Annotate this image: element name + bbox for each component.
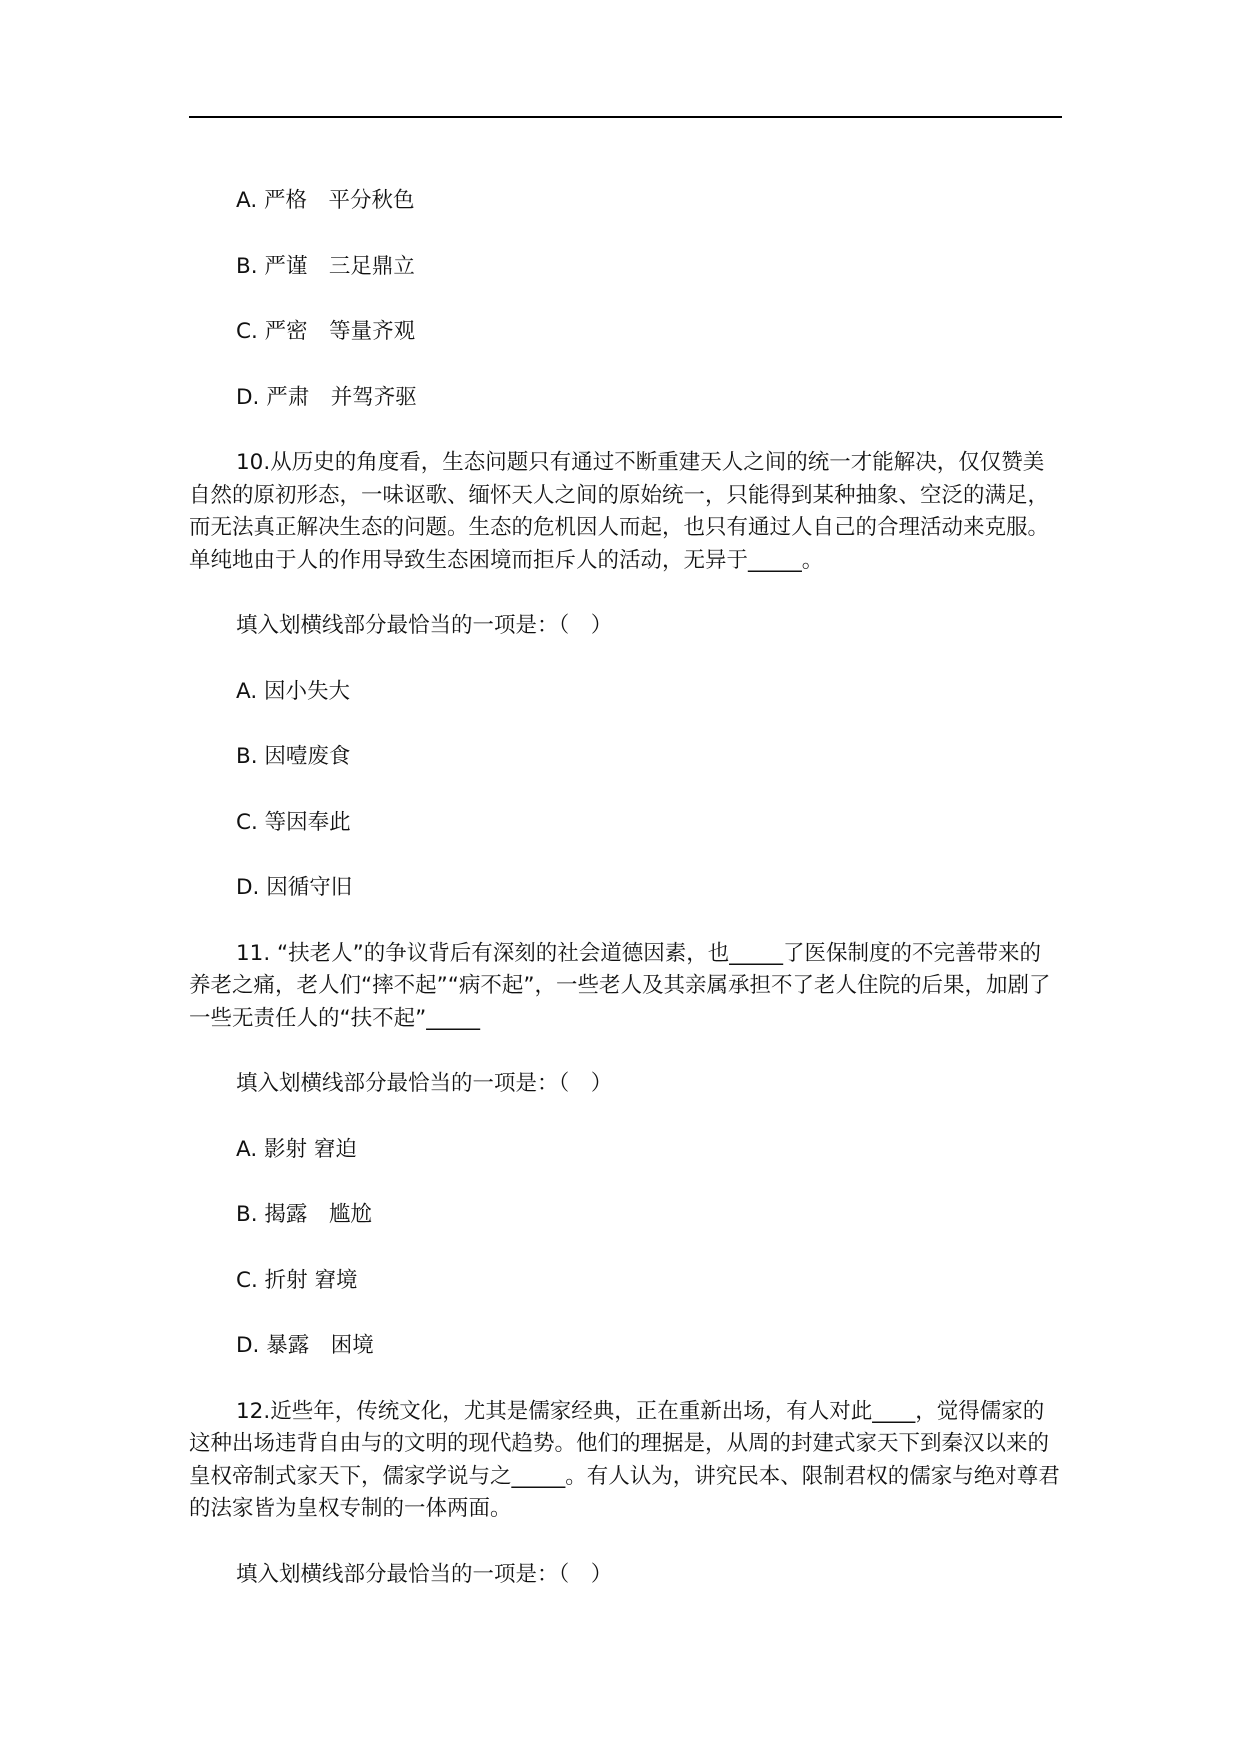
document-body [189,185,1062,1591]
q11-option-a: A. 影射 窘迫 [236,1136,357,1162]
q12-prompt: 填入划横线部分最恰当的一项是：（ ） [236,1561,613,1587]
q9-option-a: A. 严格 平分秋色 [236,188,415,213]
q10-prompt: 填入划横线部分最恰当的一项是：（ ） [236,613,613,638]
q10-option-a: A. 因小失大 [236,678,350,704]
q10-option-b: B. 因噎废食 [236,744,351,769]
q11-option-c: C. 折射 窘境 [236,1267,358,1293]
q10-stem: 10.从历史的角度看，生态问题只有通过不断重建天人之间的统一才能解决，仅仅赞美自然的原初形态，一味讴歌、缅怀天人之间的原始统一，只能得到某种抽象、空泛的满足，而无法真正解决生态的问题。生态的危机因人而起，也只有通过人自己的合理活动来克服。单纯地由于人的作用导致生态困境而拒斥人的活动，无异于_____。 [189,450,1050,573]
q11-prompt: 填入划横线部分最恰当的一项是：（ ） [236,1071,613,1096]
q9-option-b: B. 严谨 三足鼎立 [236,253,415,279]
q9-option-d: D. 严肃 并驾齐驱 [236,384,417,410]
q11-option-d: D. 暴露 困境 [236,1333,374,1358]
q11-stem: 11. “扶老人”的争议背后有深刻的社会道德因素，也_____了医保制度的不完善带来的养老之痛，老人们“摔不起”“病不起”，一些老人及其亲属承担不了老人住院的后果，加剧了一些无责任人的“扶不起”_____ [189,940,1051,1031]
q10-option-d: D. 因循守旧 [236,875,353,900]
q10-option-c: C. 等因奉此 [236,809,351,835]
header-rule [189,116,1062,118]
q12-stem: 12.近些年，传统文化，尤其是儒家经典，正在重新出场，有人对此____，觉得儒家的这种出场违背自由与的文明的现代趋势。他们的理据是，从周的封建式家天下到秦汉以来的皇权帝制式家天下，儒家学说与之_____。有人认为，讲究民本、限制君权的儒家与绝对尊君的法家皆为皇权专制的一体两面。 [189,1398,1060,1521]
q9-option-c: C. 严密 等量齐观 [236,319,416,344]
q11-option-b: B. 揭露 尴尬 [236,1202,372,1227]
